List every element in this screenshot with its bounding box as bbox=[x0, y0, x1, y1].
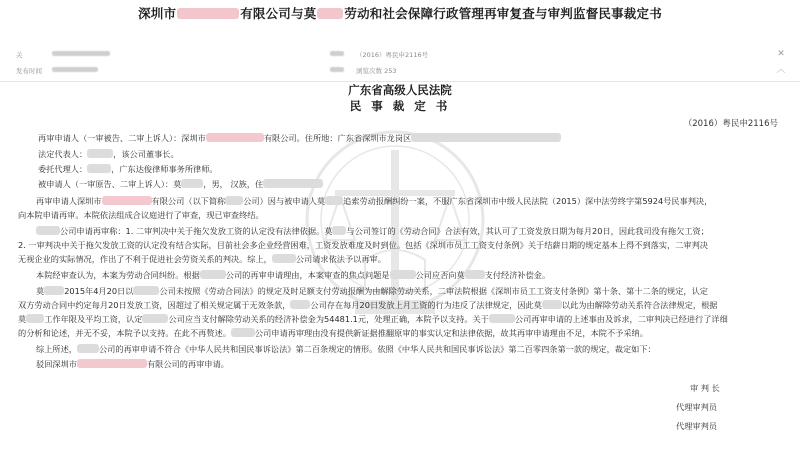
party-line-legal-rep: 法定代表人： ，该公司董事长。 bbox=[38, 149, 179, 159]
paragraph-review-line-1: 本院经审查认为，本案为劳动合同纠纷。根据 公司的再审申请理由，本案审查的焦点问题是 公司应否向莫 支付经济补偿金。 bbox=[36, 270, 551, 280]
meta-label-1: 关 bbox=[16, 51, 23, 59]
paragraph-intro-line-2: 向本院申请再审。本院依法组成合议庭进行了审查，现已审查终结。 bbox=[18, 210, 264, 220]
party-line-applicant: 再审申请人（一审被告、二审上诉人）：深圳市 有限公司。住所地：广东省深圳市龙岗区 bbox=[38, 133, 778, 143]
meta-view-count: 浏览次数 253 bbox=[356, 67, 397, 75]
close-icon[interactable]: ✕ bbox=[777, 49, 785, 59]
paragraph-intro-line-1: 再审申请人深圳市 有限公司（以下简称 公司）因与被申请人莫 追索劳动报酬纠纷一案，不服广东省深圳市中级人民法院（2015）深中法劳终字第5924号民事判决， bbox=[36, 196, 713, 206]
chevron-up-icon[interactable]: ︿ bbox=[776, 65, 786, 75]
document-type: 民 事 裁 定 书 bbox=[349, 99, 451, 113]
paragraph-review-line-3: 双方劳动合同中约定每月20日发放工资，因超过了相关规定属于无效条款， 公司存在每月20日发放上月工资的行为违反了法律规定，因此莫 以此为由解除劳动关系符合法律规定，根据 bbox=[18, 300, 718, 310]
meta-publish-label: 发布时间 bbox=[16, 67, 42, 75]
presiding-judge-label: 审 判 长 bbox=[690, 383, 720, 393]
title-part-1: 深圳市 bbox=[138, 6, 177, 21]
paragraph-claim-line-2: 2. 一审判决中关于拖欠发放工资的认定没有结合实际，目前社会多企业经营困难，工资发放难度及时到位。包括《深圳市员工工资支付条例》关于结薪日期的规定基本上得不到落实，二审判决 bbox=[18, 240, 708, 250]
acting-judge-label-1: 代理审判员 bbox=[676, 402, 717, 412]
paragraph-claim-line-3: 无视企业的实际情况，作出了不利于促进社会劳资关系的判决。综上， 公司请求依法予以再审。 bbox=[18, 254, 386, 264]
acting-judge-label-2: 代理审判员 bbox=[676, 421, 717, 431]
paragraph-review-line-4: 莫 工作年限及平均工资，认定 公司应当支付解除劳动关系的经济补偿金为54481.1元，处理正确，本院予以支持。关于 公司再审申请的上述事由及诉求，二审判决已经进行了详细 bbox=[18, 314, 728, 324]
meta-source: （2016）粤民申2116号 bbox=[356, 51, 429, 59]
paragraph-review-line-2: 莫 2015年4月20日以 公司未按照《劳动合同法》的规定及时足额支付劳动报酬为由解除劳动关系，二审法院根据《深圳市员工工资支付条例》第十条、第十二条的规定，认定 bbox=[36, 286, 708, 296]
ruling-line: 驳回深圳市 有限公司的再审申请。 bbox=[36, 359, 229, 369]
title-part-3: 劳动和社会保障行政管理再审复查与审判监督民事裁定书 bbox=[344, 6, 662, 21]
court-name: 广东省高级人民法院 bbox=[348, 83, 452, 97]
case-number: （2016）粤民申2116号 bbox=[683, 119, 778, 129]
paragraph-conclusion-line: 综上所述， 公司的再审申请不符合《中华人民共和国民事诉讼法》第二百条规定的情形。依照《中华人民共和国民事诉讼法》第二百零四条第一款的规定，裁定如下： bbox=[36, 344, 656, 354]
title-part-2: 有限公司与莫 bbox=[240, 6, 317, 21]
paragraph-review-line-5: 的分析和论述，并无不妥，本院予以支持。在此不再赘述。 公司申请再审理由没有提供新证据推翻原审的事实认定和法律依据，故其再审申请理由不足，本院不予采纳。 bbox=[18, 328, 648, 338]
party-line-agent: 委托代理人： ，广东达俊律师事务所律师。 bbox=[38, 164, 218, 174]
paragraph-claim-line-1: 公司申请再审称：1. 二审判决中关于拖欠发放工资的认定没有法律依据。莫 与公司签订的《劳动合同》合法有效，其认可了工资发放日期为每月20日，因此我司没有拖欠工资； bbox=[36, 226, 784, 236]
party-line-respondent: 被申请人（一审原告、二审上诉人）：莫 ，男， 汉族，住 bbox=[38, 179, 778, 189]
